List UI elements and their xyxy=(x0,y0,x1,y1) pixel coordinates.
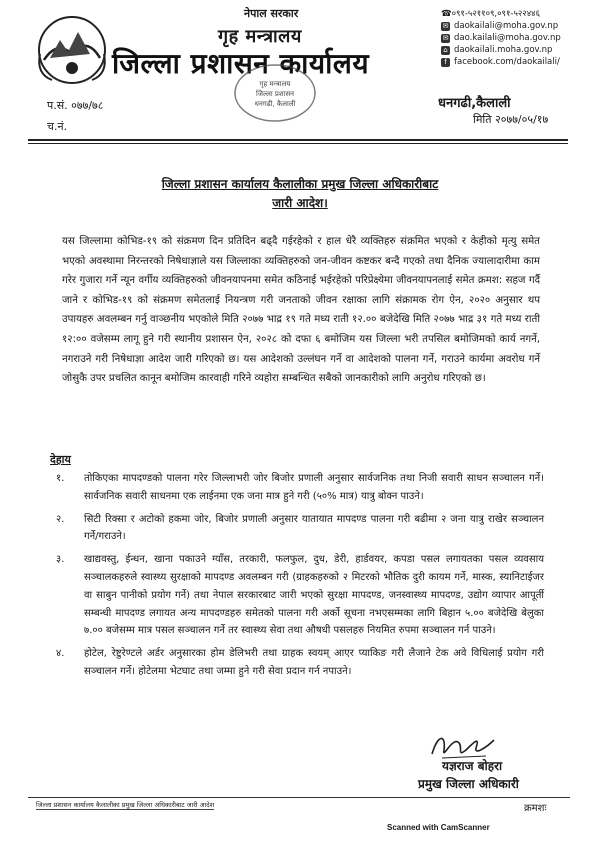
contact-email-2-text: dao.kailali@moha.gov.np xyxy=(454,33,561,43)
svg-text:जिल्ला प्रशासन: जिल्ला प्रशासन xyxy=(255,90,295,98)
contact-facebook[interactable] xyxy=(441,56,591,68)
contact-email-2[interactable] xyxy=(441,32,591,44)
contact-website-text: daokailali.moha.gov.np xyxy=(454,45,553,55)
nepal-emblem-logo xyxy=(32,14,112,86)
list-item xyxy=(56,470,544,506)
location-label: धनगढी,कैलाली xyxy=(438,96,511,111)
list-item-number: १. xyxy=(56,473,65,484)
subject-heading xyxy=(120,175,480,213)
reference-block xyxy=(47,95,103,137)
footer-continued: क्रमशः xyxy=(524,803,547,814)
contact-facebook-text: facebook.com/daokailali/ xyxy=(454,57,560,67)
body-paragraph-text: यस जिल्लामा कोभिड-१९ को संक्रमण दिन प्रतिदिन बढ्दै गईरहेको र हाल धेरै व्यक्तिहरु संक्रमित भएको र केहीको मृत्यु समेत भएको अवस्थामा निरन्तरको निषेधाज्ञाले यस जिल्लाका व्यक्तिहरुको जन-जीवन कष्टकर बन्दै गएको तथा दैनिक ज्यालादारीमा काम गरेर गुजारा गर्ने न्यून वर्गीय व्यक्तिहरुको जीवनयापनमा समेत कठिनाई भईरहेको परिप्रेक्ष्येमा जीवनयापनलाई समेत क्रमश: सहज गर्दै जाने र कोभिड-१९ को संक्रमण समेतलाई नियन्त्रण गरी जनताको जीवन रक्षाका लागि संक्रामक रोग ऐन, २०२० अनुसार थप उपायहरु अवलम्बन गर्नु वाञ्छनीय भएकोले मिति २०७७ भाद्र १९ गते मध्य राती १२.०० बजेदेखि मिति २०७७ भाद्र ३१ गते मध्य राती १२:०० वजेसम्म लागू हुने गरी स्थानीय प्रशासन ऐन, २०२८ को दफा ६ बमोजिम यस जिल्ला भरी तपसिल बमोजिमको कार्य नगर्ने, नगराउने गरी निषेधाज्ञा आदेश जारी गरिएको छ। यस आदेशको उल्लंघन गर्ने वा आदेशको पालना गर्ने, गराउने कार्यमा अवरोध गर्ने जोसुकै उपर प्रचलित कानून बमोजिम कारवाही गरिने व्यहोरा सम्बन्धित सबैको जानकारीको लागि अनुरोध गरिएको छ। xyxy=(62,236,540,385)
contact-phone xyxy=(441,8,591,20)
contact-email-1[interactable] xyxy=(441,20,591,32)
email-icon: ✉ xyxy=(442,21,449,30)
body-paragraph xyxy=(62,232,540,397)
list-item-text: खाद्यवस्तु, ईन्धन, खाना पकाउने ग्याँस, तरकारी, फलफुल, दुध, डेरी, हार्डवयर, कपडा पसल लगायतका पसल व्यवसाय सञ्चालकहरुले स्वास्थ्य सुरक्षाको मापदण्ड अवलम्बन गरी (ग्राहकहरुको २ मिटरको भौतिक दुरी कायम गर्ने, मास्क, स्यानिटाईजर वा साबुन पानीको प्रयोग गर्ने) तथा नेपाल सरकारबाट जारी भएको सुरक्षा मापदण्ड, जनस्वास्थ्य मापदण्ड, उद्योग व्यापार आपूर्ती सम्बन्धी मापदण्ड लगायत अन्य मापदण्डहरु समेतको पालना गरी अर्को सूचना नभएसम्मका लागि बिहान ५.०० बजेदेखि बेलुका ७.०० बजेसम्म मात्र पसल सञ्चालन गर्ने तर स्वास्थ्य सेवा तथा औषधी पसलहरु नियमित रुपमा सञ्चालन गर्न पाउने। xyxy=(84,554,544,637)
list-item-number: ४. xyxy=(56,648,65,660)
list-item-number: २. xyxy=(56,513,65,525)
web-icon: ⌂ xyxy=(441,46,450,55)
contact-block xyxy=(441,8,591,68)
contact-phone-text: ☎०९१-५२११०९,०९१-५२२४४६ xyxy=(441,9,540,19)
signer-title: प्रमुख जिल्ला अधिकारी xyxy=(418,777,519,791)
list-item-text: होटेल, रेष्टुरेण्टले अर्डर अनुसारका होम डेलिभरी तथा ग्राहक स्वयम् आएर प्याकिङ गरी लैजाने टेक अवे विधिलाई प्रयोग गरी सञ्चालन गर्ने। होटेलमा भेटघाट तथा जम्मा हुने गरी सेवा प्रदान गर्न नपाउने। xyxy=(84,648,544,677)
reference-cn: च.नं. xyxy=(47,120,68,133)
svg-text:धनगढी, कैलाली: धनगढी, कैलाली xyxy=(254,100,296,108)
subject-line-1: जिल्ला प्रशासन कार्यालय कैलालीका प्रमुख जिल्ला अधिकारीबाट xyxy=(161,177,439,191)
list-item-text: सिटी रिक्सा र अटोको हकमा जोर, बिजोर प्रणाली अनुसार यातायात मापदण्ड पालना गरी बढीमा २ जना यात्रु राखेर सञ्चालन गर्ने/गराउने। xyxy=(84,513,544,543)
contact-website[interactable] xyxy=(441,44,591,56)
date-label: मिति २०७७/०५/१७ xyxy=(473,113,549,126)
order-list xyxy=(56,470,544,686)
header-rule-top xyxy=(28,139,568,141)
list-item-number: ३. xyxy=(56,554,65,566)
list-item xyxy=(56,551,544,640)
scanner-watermark: Scanned with CamScanner xyxy=(387,823,490,832)
office-title: जिल्ला प्रशासन कार्यालय xyxy=(112,47,370,80)
reference-ps: प.सं. ०७७/७८ xyxy=(47,99,104,112)
subject-line-2: जारी आदेश। xyxy=(272,196,328,210)
list-item xyxy=(56,511,544,547)
contact-email-1-text: daokailali@moha.gov.np xyxy=(454,21,559,31)
list-heading: देहाय xyxy=(50,453,71,466)
government-label: नेपाल सरकार xyxy=(244,7,299,20)
list-item-text: तोकिएका मापदण्डको पालना गरेर जिल्लाभरी जोर बिजोर प्रणाली अनुसार सार्वजनिक तथा निजी सवारी साधन सञ्चालन गर्ने। सार्वजनिक सवारी साधनमा एक लाईनमा एक जना मात्र हुने गरी (५०% मात्र) यात्रु बोक्न पाउने। xyxy=(84,473,544,502)
facebook-icon: f xyxy=(441,58,450,67)
signer-name: यज्ञराज बोहरा xyxy=(442,759,503,773)
list-item xyxy=(56,645,544,681)
email-icon: ✉ xyxy=(442,33,449,42)
svg-text:गृह मन्त्रालय: गृह मन्त्रालय xyxy=(259,80,291,88)
ministry-label: गृह मन्त्रालय xyxy=(218,26,302,47)
footer-document-title: जिल्ला प्रशासन कार्यालय कैलालीका प्रमुख जिल्ला अधिकारीबाट जारी आदेश xyxy=(36,801,215,809)
office-stamp xyxy=(232,62,318,124)
header-rule-bottom xyxy=(28,143,568,144)
